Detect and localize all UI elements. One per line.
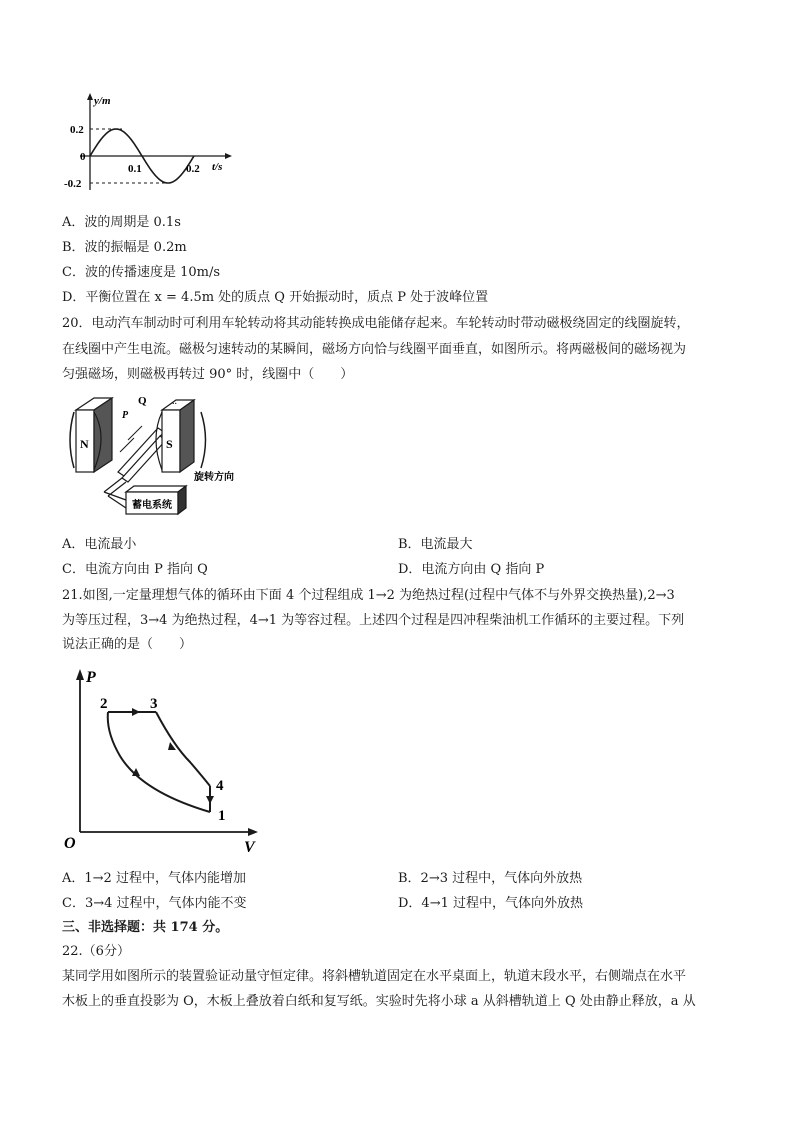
q22-head: 22.（6分） bbox=[62, 944, 130, 959]
q20-option-a: A．电流最小 bbox=[62, 537, 137, 552]
generator-figure bbox=[64, 392, 244, 524]
q20-stem-line2: 在线圈中产生电流。磁极匀速转动的某瞬间，磁场方向恰与线圈平面垂直，如图所示。将两磁极间的磁场视为 bbox=[62, 342, 687, 357]
n-pole-label: N bbox=[80, 437, 89, 451]
q19-option-c: C．波的传播速度是 10m/s bbox=[62, 265, 220, 280]
wave-graph bbox=[60, 90, 240, 200]
q-label: Q bbox=[138, 395, 147, 407]
origin-label: O bbox=[64, 835, 76, 852]
q22-stem-line2: 木板上的垂直投影为 O，木板上叠放着白纸和复写纸。实验时先将小球 a 从斜槽轨道上 Q 处由静止释放，a 从 bbox=[62, 994, 696, 1009]
q21-option-d: D．4→1 过程中，气体向外放热 bbox=[398, 896, 583, 911]
q21-option-b: B．2→3 过程中，气体向外放热 bbox=[398, 871, 583, 886]
q19-option-b: B．波的振幅是 0.2m bbox=[62, 240, 187, 255]
y-tick-label: 0.2 bbox=[70, 124, 84, 136]
svg-text:..: .. bbox=[172, 396, 177, 407]
section-heading: 三、非选择题：共 174 分。 bbox=[62, 920, 229, 935]
q19-option-a: A．波的周期是 0.1s bbox=[62, 215, 181, 230]
q21-option-a: A．1→2 过程中，气体内能增加 bbox=[62, 871, 246, 886]
q20-stem-line1: 20．电动汽车制动时可利用车轮转动将其动能转换成电能储存起来。车轮转动时带动磁极绕固定的线圈旋转， bbox=[62, 316, 690, 331]
pv-diagram bbox=[62, 666, 268, 854]
y-axis-label: y/m bbox=[94, 95, 111, 107]
q20-option-d: D．电流方向由 Q 指向 P bbox=[398, 562, 545, 577]
s-magnet bbox=[156, 400, 194, 472]
process-3-4 bbox=[156, 712, 210, 786]
process-1-2 bbox=[108, 712, 210, 812]
p-label: P bbox=[122, 410, 129, 421]
t-tick-label: 0.2 bbox=[186, 163, 200, 175]
q21-stem-line1: 21.如图,一定量理想气体的循环由下面 4 个过程组成 1→2 为绝热过程(过程中气体不与外界交换热量),2→3 bbox=[62, 588, 675, 603]
storage-system-label: 蓄电系统 bbox=[132, 500, 172, 511]
state-3-label: 3 bbox=[150, 696, 158, 712]
q20-stem-line3: 匀强磁场，则磁极再转过 90° 时，线圈中（ ） bbox=[62, 367, 354, 382]
rotation-direction-label: 旋转方向 bbox=[194, 472, 234, 483]
storage-system-box bbox=[126, 486, 186, 514]
v-axis-label: V bbox=[244, 839, 255, 854]
t-axis-label: t/s bbox=[212, 161, 223, 173]
state-4-label: 4 bbox=[216, 778, 224, 794]
t-tick-label: 0.1 bbox=[128, 163, 142, 175]
state-1-label: 1 bbox=[218, 808, 226, 824]
s-pole-label: S bbox=[166, 437, 173, 451]
y-tick-label: -0.2 bbox=[64, 178, 82, 190]
n-magnet bbox=[76, 398, 112, 472]
q21-stem-line2: 为等压过程，3→4 为绝热过程，4→1 为等容过程。上述四个过程是四冲程柴油机工作循环的主要过程。下列 bbox=[62, 613, 685, 628]
p-axis-label: P bbox=[86, 669, 96, 686]
q20-option-c: C．电流方向由 P 指向 Q bbox=[62, 562, 208, 577]
q19-option-d: D．平衡位置在 x = 4.5m 处的质点 Q 开始振动时，质点 P 处于波峰位置 bbox=[62, 290, 489, 305]
state-2-label: 2 bbox=[100, 696, 108, 712]
q21-option-c: C．3→4 过程中，气体内能不变 bbox=[62, 896, 247, 911]
q22-stem-line1: 某同学用如图所示的装置验证动量守恒定律。将斜槽轨道固定在水平桌面上，轨道末段水平，右侧端点在水平 bbox=[62, 969, 687, 984]
q20-option-b: B．电流最大 bbox=[398, 537, 473, 552]
q21-stem-line3: 说法正确的是（ ） bbox=[62, 637, 193, 652]
y-tick-label: 0 bbox=[80, 151, 86, 163]
